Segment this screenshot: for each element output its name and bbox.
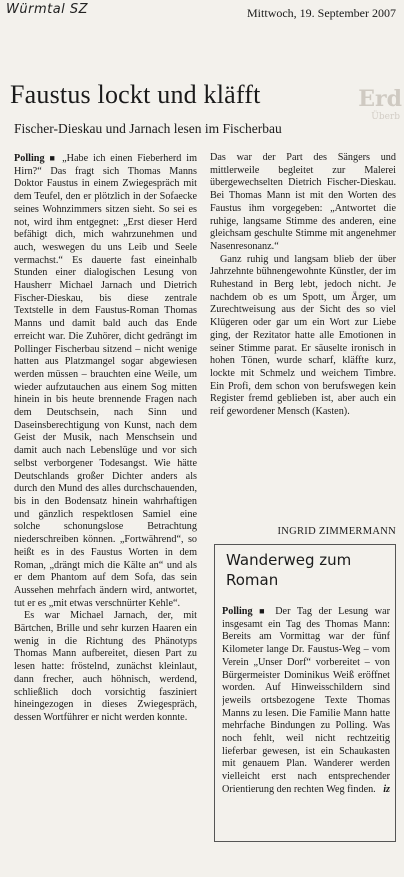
box-text: Der Tag der Lesung war insgesamt ein Tag des Thomas Mann: Bereits am Vormittag war der fünf Kilometer lange Dr. Faustus-Weg – vom Verein „Unser Dorf“ vorbereitet – von Bürgermeister Dominikus Weiß eröffnet worden. Auf Hinweisschildern sind jeweils ortsbezogene Texte Thomas Manns zu lesen. Die Familie Mann hatte mehrfache Bindungen zu Polling. Was noch fehlt, weil nicht rechtzeitig lieferbar gewesen, ist ein Schaukasten mit genauem Plan. Wanderer werden vielleicht erst nach entsprechender Orientierung den rechten Weg finden.: [222, 606, 390, 795]
box-paragraph: [222, 605, 390, 797]
box-body: [222, 605, 390, 837]
article-paragraph-1: [14, 152, 197, 610]
box-dateline: Polling: [222, 606, 253, 617]
headline: Faustus lockt und kläfft: [10, 80, 261, 109]
adjacent-article-fragment-2: Überb: [371, 112, 400, 122]
byline: INGRID ZIMMERMANN: [277, 526, 396, 537]
subheadline: Fischer-Dieskau und Jarnach lesen im Fischerbau: [14, 121, 282, 136]
dateline-square-icon: ■: [49, 153, 58, 163]
source-label: Würmtal SZ: [6, 2, 89, 17]
article-paragraph-4: Ganz ruhig und langsam blieb der über Jahrzehnte bühnengewohnte Künstler, der im Ruhestand in Berg lebt, jedoch nicht. Je nachdem ob es um Spott, um Ärger, um Zurechtweisung aus der Sicht des so viel Klügeren oder gar um ein Wort zur Liebe ging, der Rezitator hatte alle Emotionen in seiner Stimme parat. Er säuselte ironisch in hohen Tönen, wurde scharf, kläffte kurz, lockte mit Schmelz und weichem Timbre. Ein Profi, dem schon von berufswegen kein Register fremd geblieben ist, aber auch ein reif gewordener Mensch (Kasten).: [210, 253, 396, 418]
article-paragraph-2: Es war Michael Jarnach, der, mit Bärtchen, Brille und sehr kurzen Haaren ein wenig in die Richtung des Phänotyps Thomas Mann aufbereitet, diesen Part zu lesen hatte: fröstelnd, zunächst kleinlaut, dann frecher, auch höhnisch, werdend, schließlich doch vorsichtig fasziniert hineingezogen in dieses Zwiegespräch, dessen Wortführer er nicht werden konnte.: [14, 610, 197, 723]
paragraph-text: „Habe ich einen Fieberherd im Hirn?“ Das fragt sich Thomas Manns Doktor Faustus in einem Zwiegespräch mit dem Teufel, den er plötzlich in der Sofaecke seines Wohnzimmers sitzen sieht. So sei es not, wird ihm entgegnet: „Erst dieser Herd befähigt dich, mich wahrzunehmen und auch, weswegen du uns Leib und Seele vermachst.“ Es dauerte fast eineinhalb Stunden einer dialogischen Lesung von Hausherr Michael Jarnach und Dietrich Fischer-Dieskau, bis diese zentrale Textstelle in dem Faustus-Roman Thomas Manns und damit bald auch das Ende erreicht war. Die Zuhörer, dicht gedrängt im Pollinger Fischerbau sitzend – nicht wenige hatten aus Platzmangel sogar abgewiesen werden müssen – brauchten eine Weile, um wieder aufzutauchen aus einem Sog mitten hinein in bis heute brennende Fragen nach dem Deutschsein, nach Sinn und Daseinsberechtigung von Kunst, nach dem Geist der Musik, nach Menschsein und damit auch nach Lebenslüge und vor sich selbst verborgener Todesangst. Wie hätte Deutschlands großer Dichter anders als durch den Mund des alles durchschauenden, bis in den Bodensatz hinein wahrhaftigen und gänzlich respektlosen Samiel eine solche schonungslose Betrachtung niederschreiben können. „Fortwährend“, so heißt es in des Faustus Worten in dem Roman, „drängt mich die Kälte an“ und als er dem Phantom auf dem Sofa, das sein Aussehen mehrfach ändern wird, antwortet, tut er es „mit etwas verschnürter Kehle“.: [14, 153, 197, 609]
box-signature: iz: [383, 783, 390, 795]
article-right-column: [210, 152, 396, 522]
dateline: Polling: [14, 153, 45, 164]
adjacent-article-fragment: Erd: [358, 86, 402, 112]
article-paragraph-3: Das war der Part des Sängers und mittlerweile begleitet zur Malerei übergewechselten Dietrich Fischer-Dieskau. Bei Thomas Mann ist mit den Worten des Faustus ihm vorgegeben: „Antwortet die ruhige, langsame Stimme des anderen, eine gleichsam geschulte Stimme mit angenehmer Nasenresonanz.“: [210, 152, 396, 252]
dateline-square-icon: ■: [259, 606, 269, 616]
issue-date: Mittwoch, 19. September 2007: [247, 6, 396, 20]
article-left-column: [14, 152, 197, 868]
box-title: Wanderweg zum Roman: [226, 551, 352, 589]
